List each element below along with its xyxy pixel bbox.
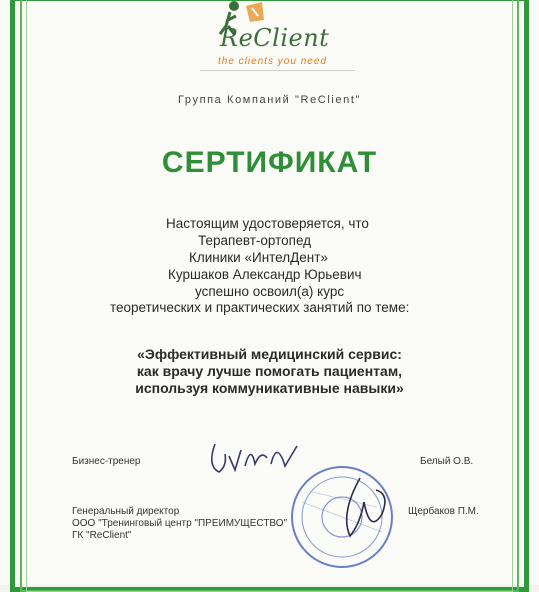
course-line: используя коммуникативные навыки» xyxy=(135,380,404,396)
trainer-name: Белый О.В. xyxy=(420,456,474,467)
course-line: «Эффективный медицинский сервис: xyxy=(137,346,402,362)
director-company: ГК "ReClient" xyxy=(72,530,132,541)
director-name: Щербаков П.М. xyxy=(408,506,479,517)
body-line: Клиники «ИнтелДент» xyxy=(189,250,328,265)
logo-tagline: the clients you need xyxy=(218,56,327,67)
company-group: Группа Компаний "ReClient" xyxy=(177,94,362,106)
body-line: Терапевт-ортопед xyxy=(198,233,312,248)
logo-wordmark: ReClient xyxy=(220,24,330,52)
certificate-title: СЕРТИФИКАТ xyxy=(161,146,378,179)
trainer-role: Бизнес-тренер xyxy=(72,456,141,467)
body-line: Настоящим удостоверяется, что xyxy=(166,216,369,231)
body-line: теоретических и практических занятий по теме: xyxy=(110,300,410,315)
logo-divider xyxy=(200,70,355,71)
reclient-logo xyxy=(200,0,360,72)
course-title xyxy=(0,346,539,397)
course-line: как врачу лучше помогать пациентам, xyxy=(136,363,403,379)
director-signature xyxy=(320,474,400,544)
director-organization: ООО "Тренинговый центр "ПРЕИМУЩЕСТВО" xyxy=(72,518,288,529)
body-line: успешно освоил(а) курс xyxy=(195,284,345,299)
director-role: Генеральный директор xyxy=(72,506,180,517)
recipient-name: Куршаков Александр Юрьевич xyxy=(168,267,362,282)
